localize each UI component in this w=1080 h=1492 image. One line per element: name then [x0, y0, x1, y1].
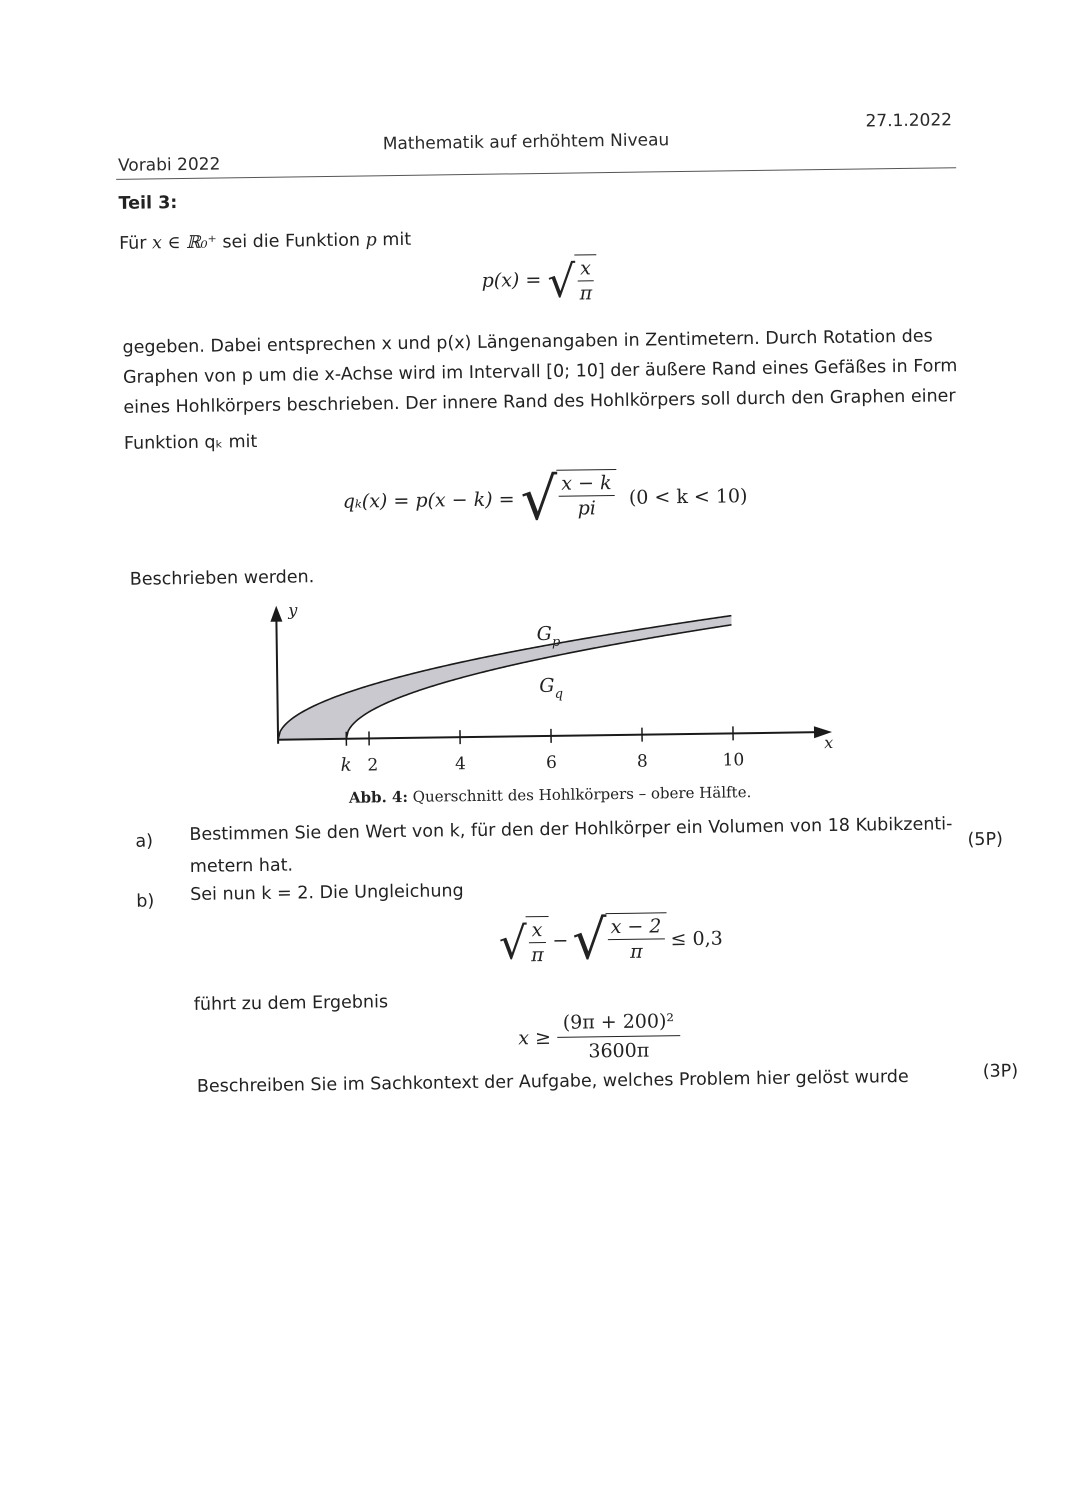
header-left: Vorabi 2022	[118, 154, 221, 175]
x-tick-label-4: 4	[455, 754, 466, 774]
intro-line	[119, 230, 411, 254]
formula-p-num: x	[577, 257, 594, 281]
task-b-points: (3P)	[983, 1061, 1019, 1081]
caption-label: Abb. 4:	[349, 788, 408, 807]
paragraph-line-4: Funktion qₖ mit	[124, 432, 258, 454]
intro-mit: mit	[382, 230, 411, 250]
intro-suffix: sei die Funktion	[222, 231, 360, 253]
formula-p	[481, 254, 597, 306]
ineq-rhs: ≤ 0,3	[670, 928, 722, 951]
task-a-label: a)	[135, 831, 153, 851]
task-a-line-1: Bestimmen Sie den Wert von k, für den der Hohlkörper ein Volumen von 18 Kubikzenti-	[189, 814, 952, 845]
y-axis	[276, 614, 278, 744]
sqrt-symbol: √ $\frac{x}{\pi}$	[547, 254, 597, 305]
paragraph-line-2: Graphen von p um die x-Achse wird im Intervall [0; 10] der äußere Rand eines Gefäßes in Form	[123, 356, 958, 388]
sqrt-symbol-q: √ $\frac{x - k}{pi}$	[520, 469, 617, 528]
result-formula	[518, 1010, 681, 1063]
formula-p-den: π	[576, 281, 595, 304]
header-rule	[116, 167, 956, 180]
series-label-gp: $G_p$	[536, 623, 561, 650]
header-center: Mathematik auf erhöhtem Niveau	[383, 130, 670, 154]
x-axis	[278, 732, 826, 740]
intro-domain: x ∈ ℝ₀⁺	[152, 233, 217, 254]
result-den: 3600π	[582, 1036, 655, 1062]
paragraph-line-1: gegeben. Dabei entsprechen x und p(x) Längenangaben in Zentimetern. Durch Rotation des	[122, 327, 932, 358]
fill-between-gp-gq	[276, 616, 733, 740]
paragraph-line-3: eines Hohlkörpers beschrieben. Der innere Rand des Hohlkörpers soll durch den Graphen einer	[123, 386, 955, 418]
formula-q-den: pi	[575, 496, 600, 519]
task-b-label: b)	[136, 891, 154, 911]
described-line: Beschrieben werden.	[130, 567, 315, 590]
task-b-line-1: Sei nun k = 2. Die Ungleichung	[190, 881, 464, 905]
k-tick-label: k	[341, 755, 352, 776]
figure-caption	[349, 783, 752, 807]
ineq-a-num: x	[529, 919, 546, 943]
sqrt-symbol-b: √ $\frac{x - 2}{\pi}$	[572, 912, 667, 967]
intro-fn-name: p	[365, 230, 376, 250]
series-label-gq: $G_q$	[539, 675, 563, 702]
y-axis-arrow	[270, 606, 282, 622]
x-tick-label-10: 10	[722, 750, 744, 770]
result-text: führt zu dem Ergebnis	[194, 992, 389, 1015]
formula-q-num: x − k	[558, 472, 615, 497]
formula-p-lhs: p(x) =	[482, 269, 542, 292]
ineq-b-num: x − 2	[607, 915, 664, 940]
result-lhs: x ≥	[518, 1026, 551, 1048]
x-axis-label: x	[824, 733, 833, 752]
x-tick-label-8: 8	[637, 752, 648, 772]
formula-q	[342, 467, 748, 531]
caption-text: Querschnitt des Hohlkörpers – obere Hälfte.	[413, 783, 752, 806]
x-tick-label-6: 6	[546, 753, 557, 773]
hollow-body-chart	[264, 592, 846, 780]
y-axis-label: y	[287, 600, 298, 619]
ineq-minus: −	[552, 930, 568, 952]
ineq-b-den: π	[627, 940, 646, 963]
formula-q-condition: (0 < k < 10)	[629, 485, 748, 509]
ineq-a-den: π	[528, 943, 547, 966]
task-b-last-line: Beschreiben Sie im Sachkontext der Aufgabe, welches Problem hier gelöst wurde	[197, 1067, 909, 1097]
intro-prefix: Für	[119, 234, 147, 254]
formula-q-lhs: qₖ(x) = p(x − k) =	[343, 488, 515, 512]
inequality	[499, 912, 724, 969]
task-a-points: (5P)	[967, 830, 1003, 850]
header-date: 27.1.2022	[865, 110, 952, 131]
task-a-line-2: metern hat.	[190, 856, 294, 877]
sqrt-symbol-a: √ $\frac{x}{\pi}$	[499, 916, 549, 967]
result-num: (9π + 200)²	[557, 1010, 681, 1038]
x-tick-label-2: 2	[367, 755, 378, 775]
section-title: Teil 3:	[118, 193, 177, 214]
